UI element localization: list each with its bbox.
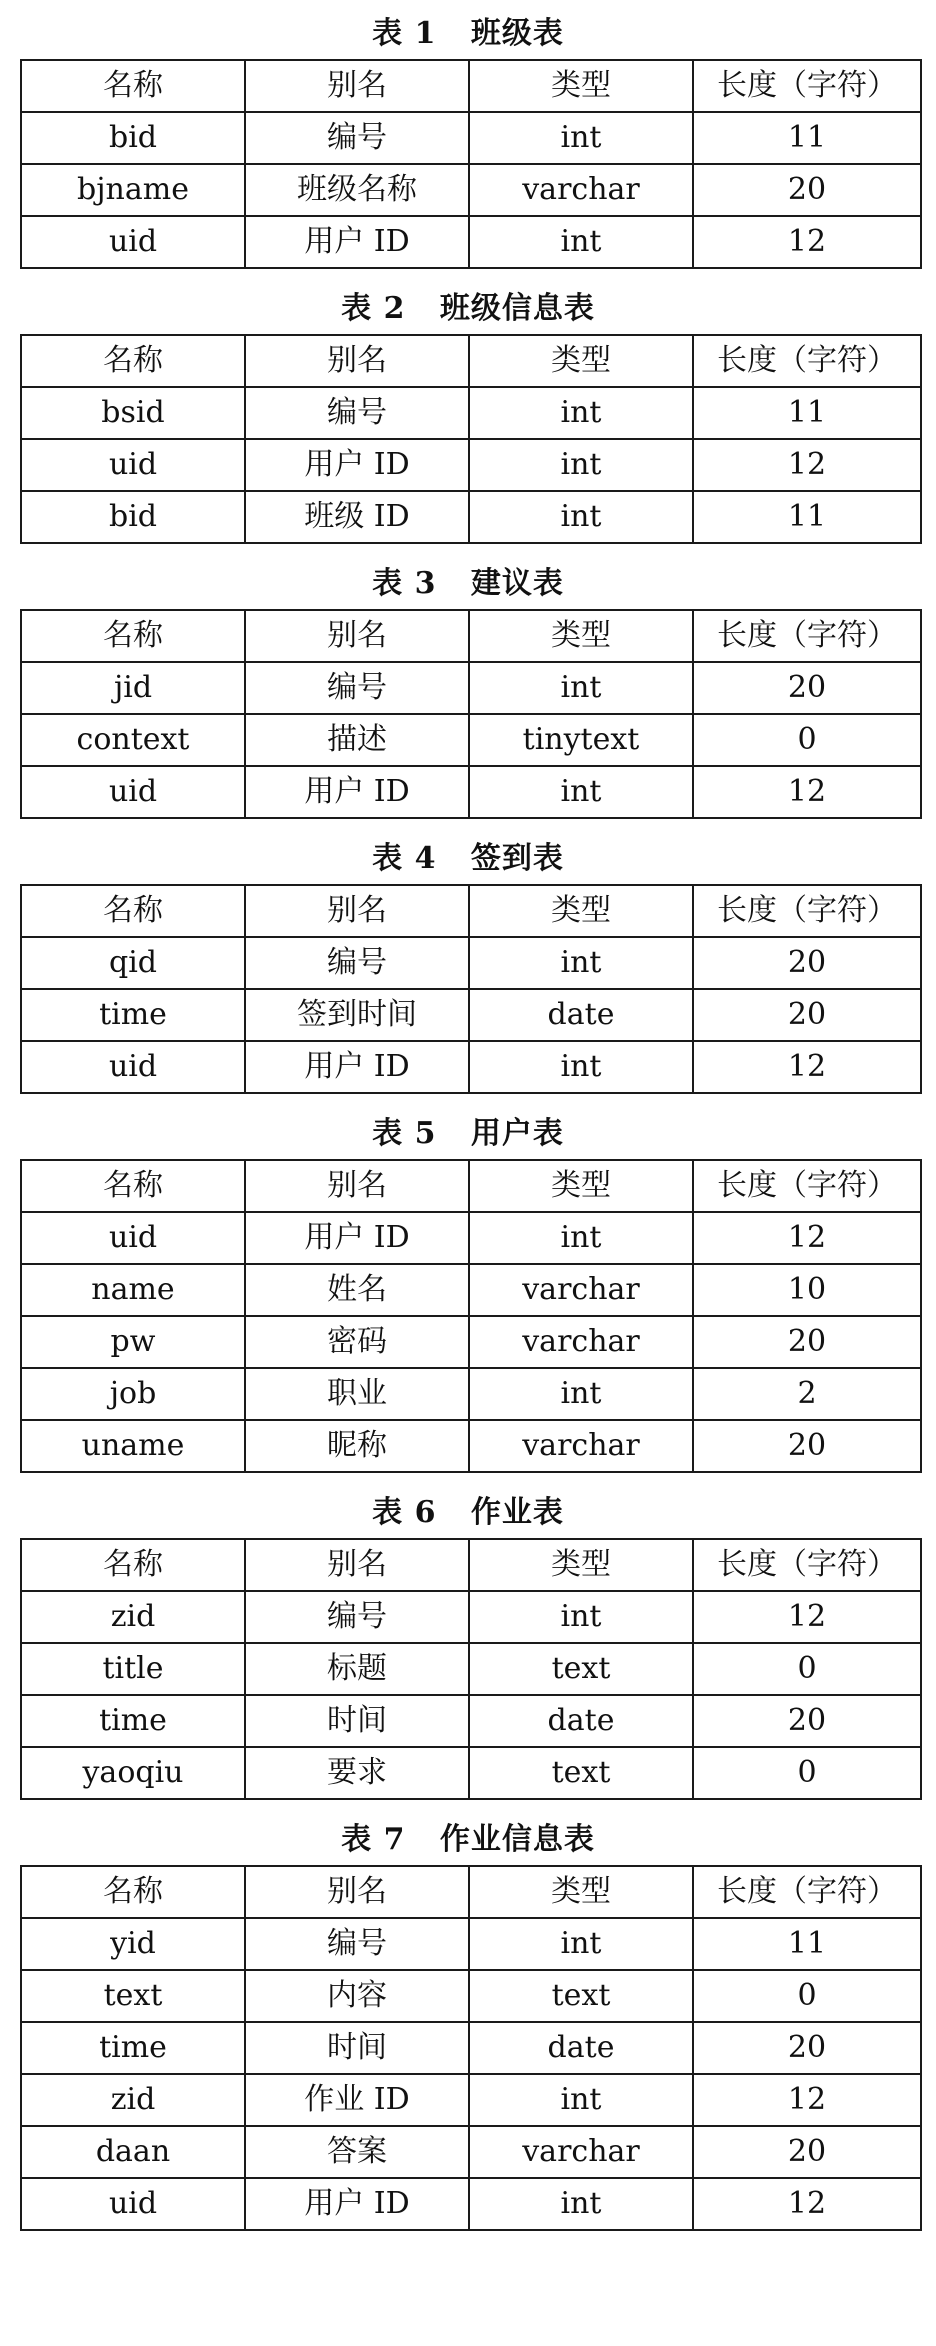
table-cell: 职业 [245, 1368, 469, 1420]
table-cell: int [469, 937, 693, 989]
table-row [21, 1970, 921, 2022]
table-cell: int [469, 1918, 693, 1970]
table-cell: 时间 [245, 2022, 469, 2074]
table-cell: zid [21, 1591, 245, 1643]
table-cell: varchar [469, 1420, 693, 1472]
table-cell: 11 [693, 491, 921, 543]
header-cell: 长度（字符） [693, 335, 921, 387]
table-cell: 20 [693, 2126, 921, 2178]
table-cell: uid [21, 1041, 245, 1093]
header-cell: 名称 [21, 335, 245, 387]
table-cell: 描述 [245, 714, 469, 766]
table-cell: 11 [693, 1918, 921, 1970]
table-cell: int [469, 1212, 693, 1264]
table-cell: int [469, 112, 693, 164]
table-cell: 答案 [245, 2126, 469, 2178]
table-cell: 0 [693, 714, 921, 766]
table-cell: 10 [693, 1264, 921, 1316]
table-cell: 编号 [245, 937, 469, 989]
table-cell: 20 [693, 1420, 921, 1472]
table-caption: 表 1 班级表 [372, 16, 564, 51]
table-cell: 时间 [245, 1695, 469, 1747]
table-cell: qid [21, 937, 245, 989]
table-row [21, 2178, 921, 2230]
header-cell: 长度（字符） [693, 1160, 921, 1212]
table-cell: yaoqiu [21, 1747, 245, 1799]
header-cell: 类型 [469, 335, 693, 387]
header-cell: 长度（字符） [693, 610, 921, 662]
table-header-row [21, 1539, 921, 1591]
table-row [21, 491, 921, 543]
table-row [21, 1368, 921, 1420]
table-cell: 20 [693, 1695, 921, 1747]
schema-table [20, 334, 922, 544]
table-cell: 用户 ID [245, 766, 469, 818]
table-cell: text [21, 1970, 245, 2022]
table-cell: uid [21, 2178, 245, 2230]
table-header-row [21, 1160, 921, 1212]
table-cell: int [469, 1041, 693, 1093]
header-cell: 名称 [21, 1539, 245, 1591]
table-row [21, 216, 921, 268]
table-cell: 12 [693, 1591, 921, 1643]
table-cell: varchar [469, 2126, 693, 2178]
table-cell: bsid [21, 387, 245, 439]
table-cell: int [469, 662, 693, 714]
table-cell: 20 [693, 1316, 921, 1368]
header-cell: 名称 [21, 610, 245, 662]
table-row [21, 1643, 921, 1695]
table-cell: 昵称 [245, 1420, 469, 1472]
table-cell: name [21, 1264, 245, 1316]
table-row [21, 1316, 921, 1368]
table-row [21, 439, 921, 491]
table-row [21, 2074, 921, 2126]
table-cell: time [21, 989, 245, 1041]
header-cell: 别名 [245, 60, 469, 112]
table-header-row [21, 610, 921, 662]
table-row [21, 989, 921, 1041]
table-cell: 编号 [245, 1918, 469, 1970]
table-row [21, 1695, 921, 1747]
table-cell: 20 [693, 989, 921, 1041]
table-row [21, 1264, 921, 1316]
schema-table [20, 1159, 922, 1473]
table-cell: 12 [693, 216, 921, 268]
table-caption: 表 7 作业信息表 [341, 1822, 595, 1857]
table-cell: 编号 [245, 387, 469, 439]
header-cell: 长度（字符） [693, 1539, 921, 1591]
header-cell: 类型 [469, 1866, 693, 1918]
table-cell: yid [21, 1918, 245, 1970]
table-caption: 表 2 班级信息表 [341, 291, 595, 326]
table-caption: 表 6 作业表 [372, 1495, 564, 1530]
table-cell: uid [21, 439, 245, 491]
table-row [21, 2126, 921, 2178]
table-cell: 内容 [245, 1970, 469, 2022]
table-cell: 12 [693, 766, 921, 818]
header-cell: 别名 [245, 1539, 469, 1591]
table-cell: 班级名称 [245, 164, 469, 216]
table-row [21, 1212, 921, 1264]
table-cell: 姓名 [245, 1264, 469, 1316]
table-cell: uname [21, 1420, 245, 1472]
table-caption: 表 4 签到表 [372, 841, 564, 876]
table-cell: 用户 ID [245, 1212, 469, 1264]
header-cell: 别名 [245, 1866, 469, 1918]
table-cell: 2 [693, 1368, 921, 1420]
table-header-row [21, 335, 921, 387]
schema-table [20, 1865, 922, 2231]
schema-table [20, 609, 922, 819]
header-cell: 类型 [469, 1160, 693, 1212]
table-row [21, 1420, 921, 1472]
header-cell: 别名 [245, 1160, 469, 1212]
header-cell: 名称 [21, 1160, 245, 1212]
header-cell: 名称 [21, 1866, 245, 1918]
table-cell: date [469, 2022, 693, 2074]
table-cell: bid [21, 112, 245, 164]
table-cell: int [469, 766, 693, 818]
table-cell: job [21, 1368, 245, 1420]
header-cell: 长度（字符） [693, 885, 921, 937]
table-cell: int [469, 2074, 693, 2126]
header-cell: 名称 [21, 60, 245, 112]
table-cell: title [21, 1643, 245, 1695]
table-cell: 11 [693, 387, 921, 439]
table-row [21, 1591, 921, 1643]
table-caption: 表 5 用户表 [372, 1116, 564, 1151]
table-cell: 用户 ID [245, 439, 469, 491]
schema-table [20, 1538, 922, 1800]
table-cell: 20 [693, 937, 921, 989]
schema-table [20, 884, 922, 1094]
table-cell: int [469, 2178, 693, 2230]
header-cell: 别名 [245, 885, 469, 937]
table-cell: 编号 [245, 662, 469, 714]
table-cell: 12 [693, 2178, 921, 2230]
table-cell: jid [21, 662, 245, 714]
table-cell: 20 [693, 164, 921, 216]
table-cell: int [469, 1368, 693, 1420]
table-cell: 签到时间 [245, 989, 469, 1041]
table-row [21, 387, 921, 439]
table-cell: time [21, 2022, 245, 2074]
table-row [21, 937, 921, 989]
table-cell: 0 [693, 1970, 921, 2022]
table-cell: text [469, 1747, 693, 1799]
table-header-row [21, 1866, 921, 1918]
table-cell: pw [21, 1316, 245, 1368]
header-cell: 名称 [21, 885, 245, 937]
table-cell: date [469, 1695, 693, 1747]
header-cell: 长度（字符） [693, 60, 921, 112]
table-cell: int [469, 387, 693, 439]
table-cell: 20 [693, 662, 921, 714]
table-cell: varchar [469, 1316, 693, 1368]
table-cell: uid [21, 766, 245, 818]
table-cell: 编号 [245, 1591, 469, 1643]
header-cell: 长度（字符） [693, 1866, 921, 1918]
header-cell: 别名 [245, 610, 469, 662]
table-caption: 表 3 建议表 [372, 566, 564, 601]
table-row [21, 164, 921, 216]
table-cell: 12 [693, 2074, 921, 2126]
table-cell: uid [21, 1212, 245, 1264]
table-cell: date [469, 989, 693, 1041]
table-cell: text [469, 1643, 693, 1695]
table-cell: int [469, 216, 693, 268]
table-header-row [21, 885, 921, 937]
table-cell: 0 [693, 1747, 921, 1799]
table-cell: time [21, 1695, 245, 1747]
header-cell: 类型 [469, 60, 693, 112]
table-row [21, 112, 921, 164]
table-cell: zid [21, 2074, 245, 2126]
header-cell: 别名 [245, 335, 469, 387]
table-cell: 11 [693, 112, 921, 164]
table-row [21, 1041, 921, 1093]
table-cell: 用户 ID [245, 2178, 469, 2230]
table-cell: 12 [693, 1212, 921, 1264]
table-cell: 用户 ID [245, 1041, 469, 1093]
table-cell: uid [21, 216, 245, 268]
table-cell: 12 [693, 1041, 921, 1093]
header-cell: 类型 [469, 885, 693, 937]
table-cell: 要求 [245, 1747, 469, 1799]
table-header-row [21, 60, 921, 112]
header-cell: 类型 [469, 1539, 693, 1591]
table-row [21, 1747, 921, 1799]
table-cell: int [469, 439, 693, 491]
table-cell: 用户 ID [245, 216, 469, 268]
table-cell: context [21, 714, 245, 766]
table-cell: int [469, 491, 693, 543]
table-cell: 密码 [245, 1316, 469, 1368]
table-cell: 编号 [245, 112, 469, 164]
header-cell: 类型 [469, 610, 693, 662]
table-cell: bjname [21, 164, 245, 216]
table-cell: daan [21, 2126, 245, 2178]
table-cell: tinytext [469, 714, 693, 766]
table-row [21, 2022, 921, 2074]
table-row [21, 766, 921, 818]
table-row [21, 714, 921, 766]
table-cell: int [469, 1591, 693, 1643]
table-row [21, 662, 921, 714]
table-cell: 标题 [245, 1643, 469, 1695]
table-cell: varchar [469, 1264, 693, 1316]
table-cell: 作业 ID [245, 2074, 469, 2126]
table-cell: 20 [693, 2022, 921, 2074]
table-row [21, 1918, 921, 1970]
table-cell: 0 [693, 1643, 921, 1695]
table-cell: 班级 ID [245, 491, 469, 543]
schema-table [20, 59, 922, 269]
table-cell: text [469, 1970, 693, 2022]
table-cell: varchar [469, 164, 693, 216]
table-cell: bid [21, 491, 245, 543]
table-cell: 12 [693, 439, 921, 491]
